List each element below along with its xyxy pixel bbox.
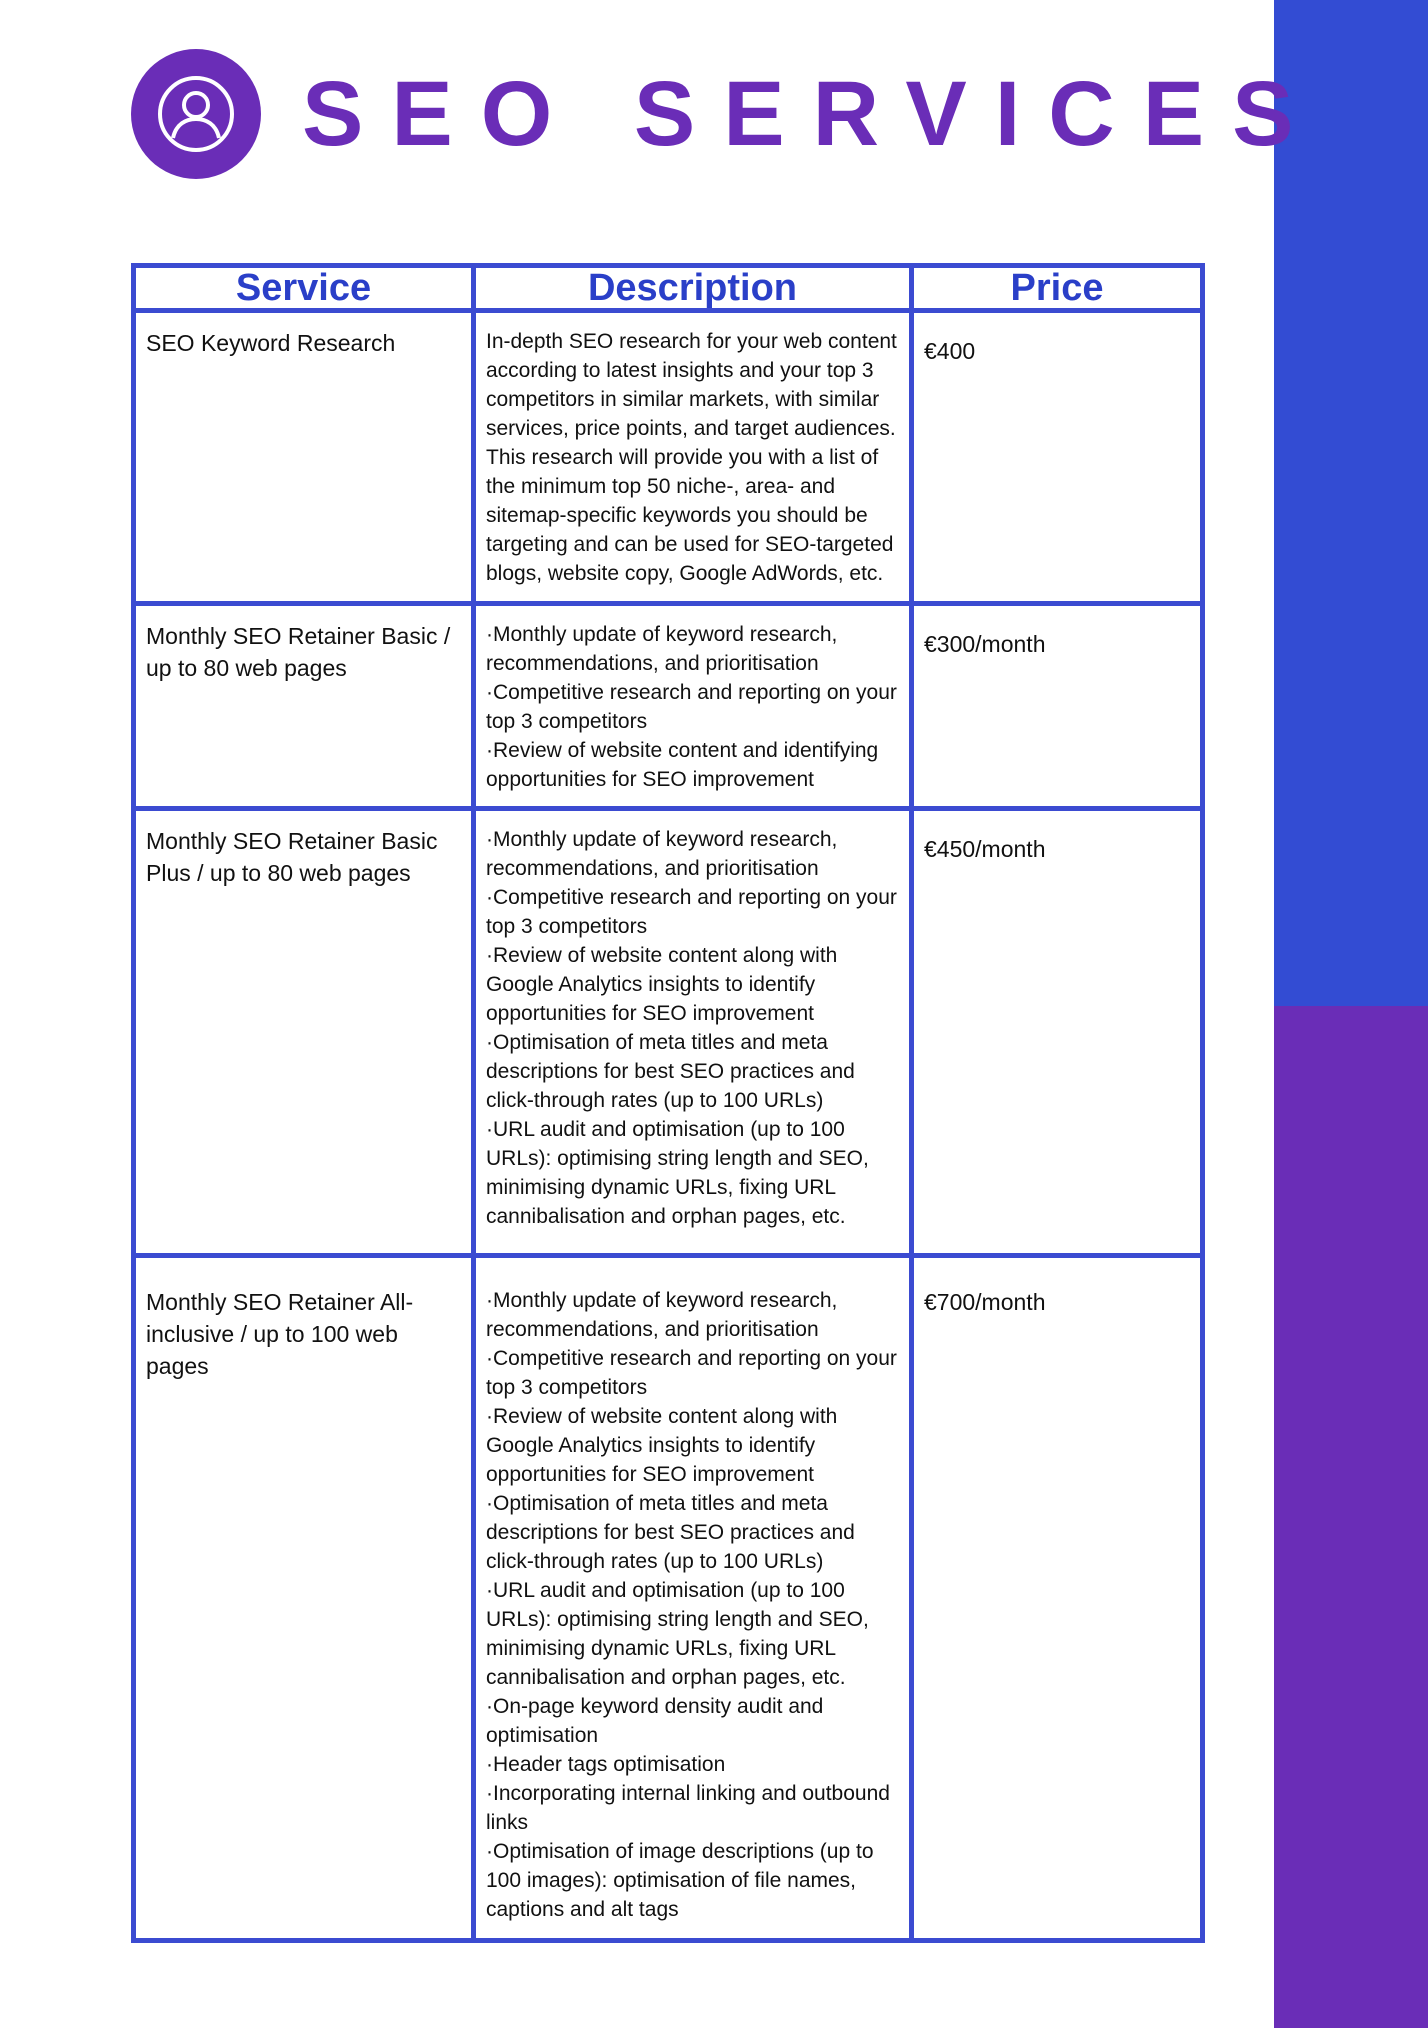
logo — [131, 49, 261, 179]
service-description: ·Monthly update of keyword research, recommendations, and prioritisation ·Competitive research and reporting on your top 3 competitors ·Review of website content and identifying opportunities for SEO improvement — [474, 604, 912, 809]
side-bar-purple — [1274, 1006, 1428, 2028]
service-name: Monthly SEO Retainer Basic Plus / up to 80 web pages — [134, 809, 474, 1256]
service-price: €450/month — [912, 809, 1203, 1256]
service-name: Monthly SEO Retainer Basic / up to 80 web pages — [134, 604, 474, 809]
service-name: SEO Keyword Research — [134, 311, 474, 604]
services-table — [131, 263, 1205, 1943]
service-name: Monthly SEO Retainer All-inclusive / up to 100 web pages — [134, 1256, 474, 1941]
service-description: ·Monthly update of keyword research, recommendations, and prioritisation ·Competitive research and reporting on your top 3 competitors ·Review of website content along with Google Analytics insights to identify opportunities for SEO improvement ·Optimisation of meta titles and meta descriptions for best SEO practices and click-through rates (up to 100 URLs) ·URL audit and optimisation (up to 100 URLs): optimising string length and SEO, minimising dynamic URLs, fixing URL cannibalisation and orphan pages, etc. — [474, 809, 912, 1256]
service-price: €700/month — [912, 1256, 1203, 1941]
table-row — [134, 604, 1203, 809]
header-description: Description — [474, 266, 912, 311]
service-description: ·Monthly update of keyword research, recommendations, and prioritisation ·Competitive research and reporting on your top 3 competitors ·Review of website content along with Google Analytics insights to identify opportunities for SEO improvement ·Optimisation of meta titles and meta descriptions for best SEO practices and click-through rates (up to 100 URLs) ·URL audit and optimisation (up to 100 URLs): optimising string length and SEO, minimising dynamic URLs, fixing URL cannibalisation and orphan pages, etc. ·On-page keyword density audit and optimisation ·Header tags optimisation ·Incorporating internal linking and outbound links ·Optimisation of image descriptions (up to 100 images): optimisation of file names, captions and alt tags — [474, 1256, 912, 1941]
service-description: In-depth SEO research for your web content according to latest insights and your top 3 competitors in similar markets, with similar services, price points, and target audiences. This research will provide you with a list of the minimum top 50 niche-, area- and sitemap-specific keywords you should be targeting and can be used for SEO-targeted blogs, website copy, Google AdWords, etc. — [474, 311, 912, 604]
service-price: €400 — [912, 311, 1203, 604]
header-service: Service — [134, 266, 474, 311]
user-circle-icon — [156, 74, 236, 154]
header-price: Price — [912, 266, 1203, 311]
table-row — [134, 311, 1203, 604]
table-header-row — [134, 266, 1203, 311]
table-row — [134, 809, 1203, 1256]
page-title: SEO SERVICES — [302, 63, 1322, 165]
service-price: €300/month — [912, 604, 1203, 809]
table-row — [134, 1256, 1203, 1941]
